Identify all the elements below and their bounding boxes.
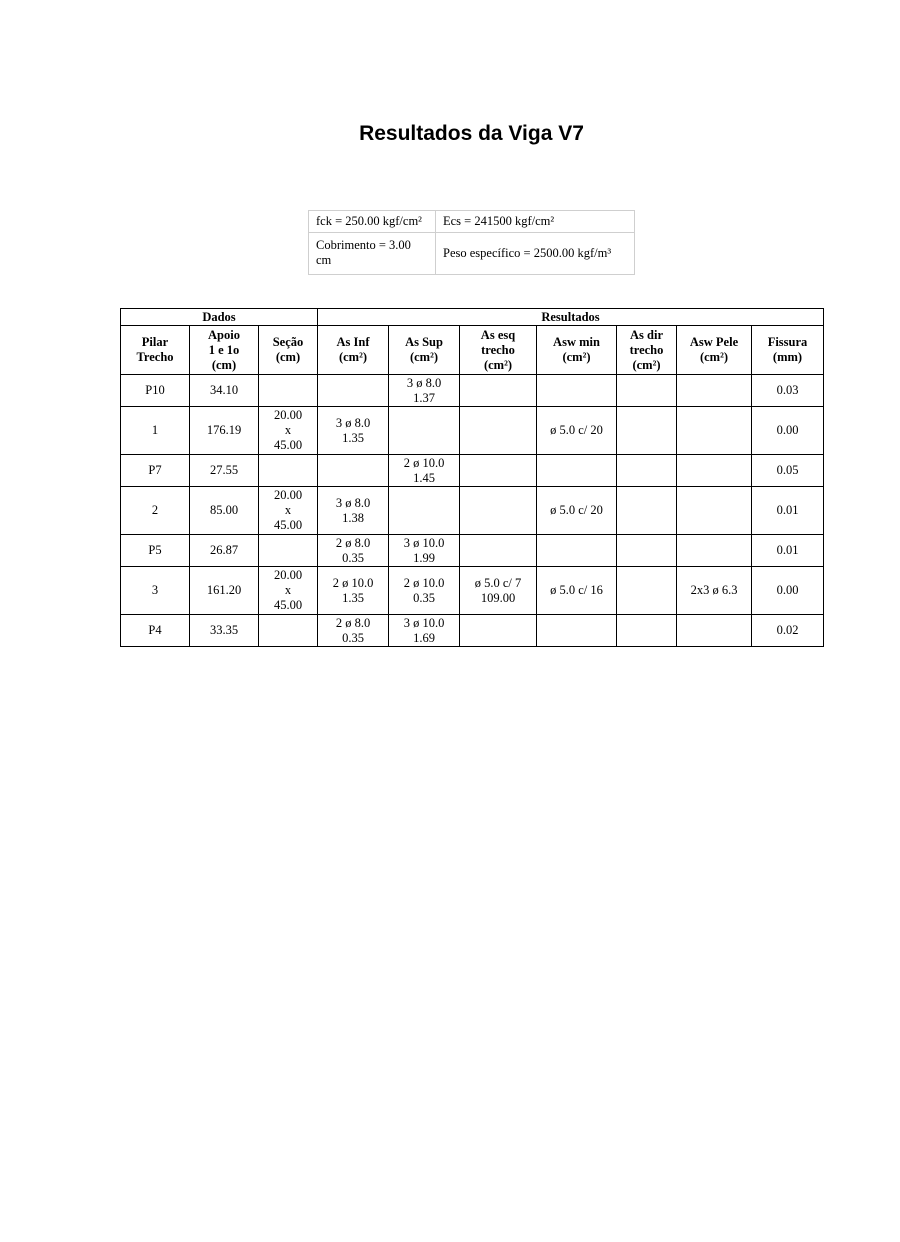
as-dir-trecho-cell (617, 455, 677, 487)
column-header-pilar-trecho: Pilar Trecho (121, 326, 190, 375)
apoio-cell: 85.00 (190, 487, 259, 535)
pilar-trecho-cell: 3 (121, 567, 190, 615)
as-sup-cell: 2 ø 10.0 0.35 (389, 567, 460, 615)
asw-pele-cell (677, 455, 752, 487)
column-header-row (121, 326, 824, 375)
group-header-row (121, 309, 824, 326)
results-body (121, 375, 824, 647)
as-esq-trecho-cell (460, 407, 537, 455)
secao-cell (259, 535, 318, 567)
as-inf-cell (318, 455, 389, 487)
pilar-trecho-cell: 2 (121, 487, 190, 535)
as-sup-cell (389, 407, 460, 455)
as-esq-trecho-cell: ø 5.0 c/ 7 109.00 (460, 567, 537, 615)
asw-pele-cell (677, 407, 752, 455)
asw-min-cell: ø 5.0 c/ 16 (537, 567, 617, 615)
secao-cell: 20.00 x 45.00 (259, 567, 318, 615)
apoio-cell: 27.55 (190, 455, 259, 487)
asw-pele-cell (677, 487, 752, 535)
as-esq-trecho-cell (460, 487, 537, 535)
group-header-resultados: Resultados (318, 309, 824, 326)
fissura-cell: 0.00 (752, 407, 824, 455)
apoio-cell: 34.10 (190, 375, 259, 407)
as-inf-cell (318, 375, 389, 407)
secao-cell (259, 455, 318, 487)
asw-pele-cell (677, 615, 752, 647)
apoio-cell: 161.20 (190, 567, 259, 615)
column-header-as-sup: As Sup (cm²) (389, 326, 460, 375)
asw-pele-cell: 2x3 ø 6.3 (677, 567, 752, 615)
pilar-trecho-cell: P5 (121, 535, 190, 567)
asw-min-cell: ø 5.0 c/ 20 (537, 487, 617, 535)
parameters-row (309, 232, 635, 274)
as-dir-trecho-cell (617, 567, 677, 615)
column-header-as-dir-trecho: As dir trecho (cm²) (617, 326, 677, 375)
asw-pele-cell (677, 375, 752, 407)
as-dir-trecho-cell (617, 407, 677, 455)
column-header-as-esq-trecho: As esq trecho (cm²) (460, 326, 537, 375)
column-header-apoio: Apoio 1 e 1o (cm) (190, 326, 259, 375)
fissura-cell: 0.00 (752, 567, 824, 615)
fck-value: fck = 250.00 kgf/cm² (309, 211, 436, 233)
column-header-asw-pele: Asw Pele (cm²) (677, 326, 752, 375)
as-esq-trecho-cell (460, 375, 537, 407)
as-sup-cell: 2 ø 10.0 1.45 (389, 455, 460, 487)
as-inf-cell: 3 ø 8.0 1.38 (318, 487, 389, 535)
fissura-cell: 0.02 (752, 615, 824, 647)
pilar-trecho-cell: P7 (121, 455, 190, 487)
table-row (121, 535, 824, 567)
table-row (121, 375, 824, 407)
asw-min-cell (537, 615, 617, 647)
page-title: Resultados da Viga V7 (359, 122, 584, 145)
fissura-cell: 0.01 (752, 487, 824, 535)
column-header-fissura: Fissura (mm) (752, 326, 824, 375)
table-row (121, 407, 824, 455)
column-header-asw-min: Asw min (cm²) (537, 326, 617, 375)
table-row (121, 487, 824, 535)
as-esq-trecho-cell (460, 615, 537, 647)
as-esq-trecho-cell (460, 535, 537, 567)
as-dir-trecho-cell (617, 487, 677, 535)
pilar-trecho-cell: P10 (121, 375, 190, 407)
secao-cell (259, 615, 318, 647)
apoio-cell: 26.87 (190, 535, 259, 567)
material-parameters-table (308, 210, 635, 275)
as-sup-cell (389, 487, 460, 535)
as-inf-cell: 2 ø 10.0 1.35 (318, 567, 389, 615)
asw-min-cell: ø 5.0 c/ 20 (537, 407, 617, 455)
apoio-cell: 176.19 (190, 407, 259, 455)
table-row (121, 615, 824, 647)
asw-min-cell (537, 375, 617, 407)
as-dir-trecho-cell (617, 615, 677, 647)
asw-min-cell (537, 535, 617, 567)
ecs-value: Ecs = 241500 kgf/cm² (436, 211, 635, 233)
cover-value: Cobrimento = 3.00 cm (309, 232, 436, 274)
as-inf-cell: 2 ø 8.0 0.35 (318, 615, 389, 647)
fissura-cell: 0.05 (752, 455, 824, 487)
as-sup-cell: 3 ø 10.0 1.69 (389, 615, 460, 647)
as-inf-cell: 3 ø 8.0 1.35 (318, 407, 389, 455)
as-inf-cell: 2 ø 8.0 0.35 (318, 535, 389, 567)
apoio-cell: 33.35 (190, 615, 259, 647)
group-header-dados: Dados (121, 309, 318, 326)
secao-cell: 20.00 x 45.00 (259, 487, 318, 535)
as-sup-cell: 3 ø 8.0 1.37 (389, 375, 460, 407)
as-sup-cell: 3 ø 10.0 1.99 (389, 535, 460, 567)
asw-pele-cell (677, 535, 752, 567)
table-row (121, 455, 824, 487)
fissura-cell: 0.03 (752, 375, 824, 407)
specific-weight-value: Peso específico = 2500.00 kgf/m³ (436, 232, 635, 274)
as-dir-trecho-cell (617, 375, 677, 407)
as-dir-trecho-cell (617, 535, 677, 567)
column-header-secao: Seção (cm) (259, 326, 318, 375)
fissura-cell: 0.01 (752, 535, 824, 567)
secao-cell: 20.00 x 45.00 (259, 407, 318, 455)
parameters-row (309, 211, 635, 233)
column-header-as-inf: As Inf (cm²) (318, 326, 389, 375)
as-esq-trecho-cell (460, 455, 537, 487)
pilar-trecho-cell: 1 (121, 407, 190, 455)
pilar-trecho-cell: P4 (121, 615, 190, 647)
table-row (121, 567, 824, 615)
secao-cell (259, 375, 318, 407)
asw-min-cell (537, 455, 617, 487)
beam-results-table (120, 308, 824, 647)
